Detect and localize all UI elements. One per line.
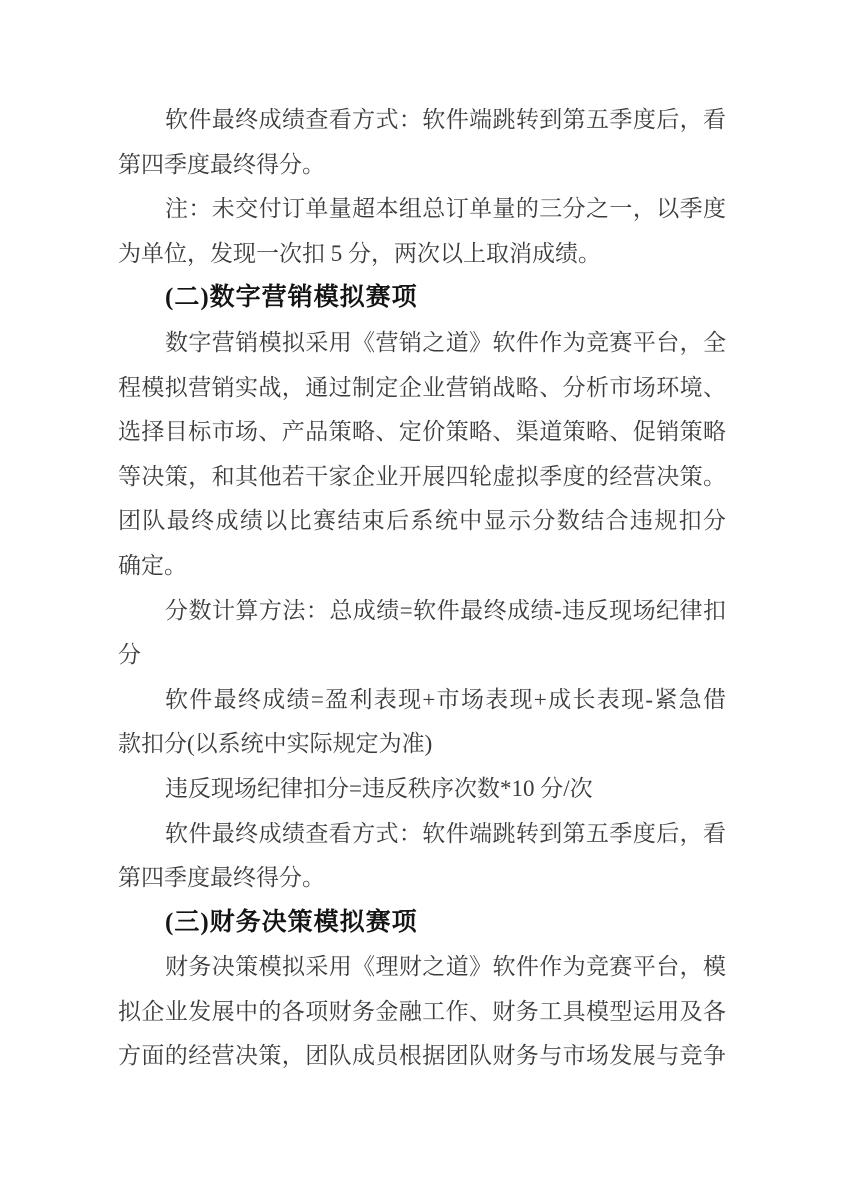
text-line: 软件最终成绩查看方式：软件端跳转到第五季度后，看 bbox=[165, 107, 726, 132]
text-line: 软件最终成绩查看方式：软件端跳转到第五季度后，看 bbox=[165, 820, 726, 846]
text-line: 团队最终成绩以比赛结束后系统中显示分数结合违规扣分 bbox=[118, 508, 726, 534]
text-line: 确定。 bbox=[118, 552, 187, 578]
text-line: 分数计算方法：总成绩=软件最终成绩-违反现场纪律扣 bbox=[165, 597, 726, 623]
text-line: 拟企业发展中的各项财务金融工作、财务工具模型运用及各 bbox=[118, 998, 726, 1024]
text-line: 数字营销模拟采用《营销之道》软件作为竞赛平台，全 bbox=[165, 329, 726, 355]
text-line: 为单位，发现一次扣 5 分，两次以上取消成绩。 bbox=[118, 240, 601, 266]
text-line: 注：未交付订单量超本组总订单量的三分之一，以季度 bbox=[165, 196, 726, 222]
section-heading-2: (二)数字营销模拟赛项 bbox=[165, 284, 418, 312]
section-heading-3: (三)财务决策模拟赛项 bbox=[165, 908, 418, 936]
text-line: 第四季度最终得分。 bbox=[118, 151, 325, 177]
text-line: 款扣分(以系统中实际规定为准) bbox=[118, 731, 433, 757]
text-line: 选择目标市场、产品策略、定价策略、渠道策略、促销策略 bbox=[118, 419, 726, 445]
text-line: 程模拟营销实战，通过制定企业营销战略、分析市场环境、 bbox=[118, 374, 726, 400]
text-line: 等决策，和其他若干家企业开展四轮虚拟季度的经营决策。 bbox=[118, 463, 726, 489]
text-line: 第四季度最终得分。 bbox=[118, 865, 325, 891]
text-line: 分 bbox=[118, 642, 141, 668]
text-line: 软件最终成绩=盈利表现+市场表现+成长表现-紧急借 bbox=[165, 686, 726, 712]
text-line: 财务决策模拟采用《理财之道》软件作为竞赛平台，模 bbox=[165, 954, 726, 980]
text-line: 方面的经营决策，团队成员根据团队财务与市场发展与竞争 bbox=[118, 1043, 726, 1069]
text-block bbox=[118, 98, 726, 1079]
text-line: 违反现场纪律扣分=违反秩序次数*10 分/次 bbox=[165, 775, 593, 801]
